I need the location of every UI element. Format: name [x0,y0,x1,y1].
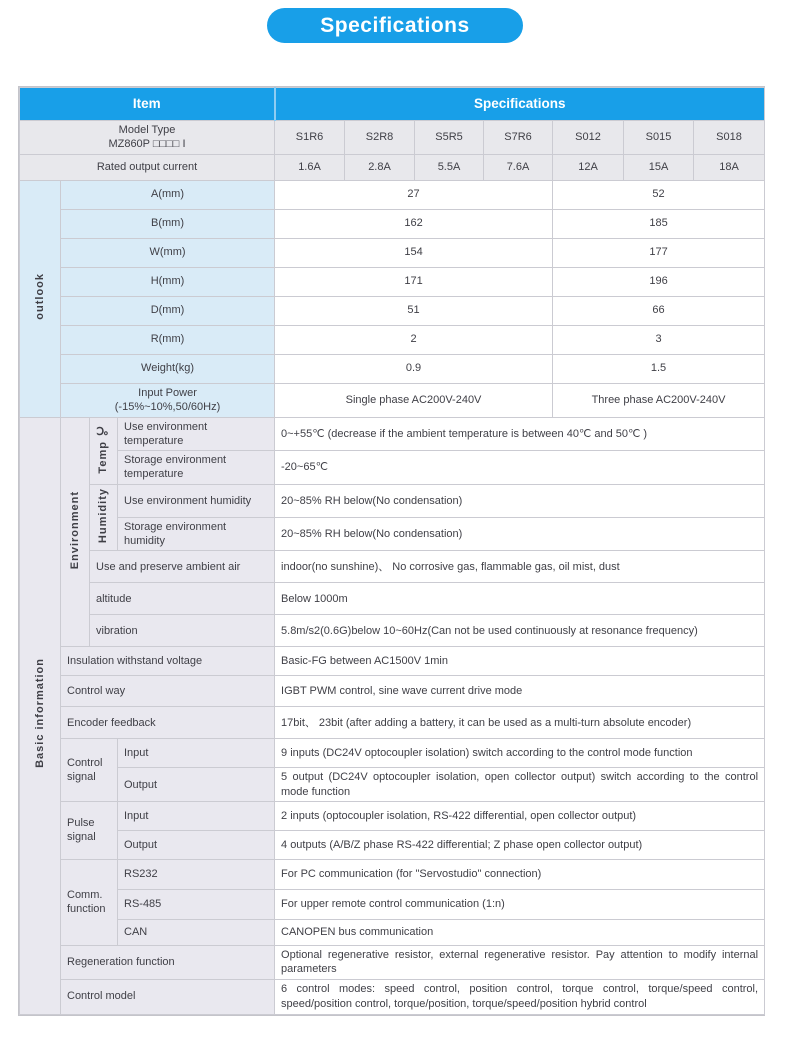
rated-current-4: 12A [553,154,624,180]
pulse-signal-output-row [20,830,765,859]
outlook-row-h [20,267,765,296]
altitude-value: Below 1000m [275,583,765,615]
comm-can-label: CAN [118,919,275,945]
model-s1r6: S1R6 [275,121,345,155]
outlook-row-r [20,325,765,354]
rated-current-1: 2.8A [345,154,415,180]
use-env-temp-label: Use environment temperature [118,417,275,451]
temp-group-label: Temp ℃ [97,423,110,474]
basic-info-group-cell [20,417,61,1014]
comm-rs485-value: For upper remote control communication (1:n) [275,889,765,919]
storage-env-humidity-label: Storage environment humidity [118,517,275,551]
header-item: Item [20,88,275,121]
outlook-label-weight: Weight(kg) [61,354,275,383]
regeneration-label: Regeneration function [61,945,275,979]
input-power-single: Single phase AC200V-240V [275,383,553,417]
outlook-label-b: B(mm) [61,209,275,238]
input-power-label [61,383,275,417]
control-signal-input-value: 9 inputs (DC24V optocoupler isolation) switch according to the control mode function [275,739,765,768]
outlook-label-w: W(mm) [61,238,275,267]
control-signal-group-label: Control signal [61,739,118,802]
comm-can-row [20,919,765,945]
control-model-label: Control model [61,979,275,1014]
altitude-label: altitude [90,583,275,615]
use-env-humidity-value: 20~85% RH below(No condensation) [275,484,765,517]
pulse-signal-output-value: 4 outputs (A/B/Z phase RS-422 differential; Z phase open collector output) [275,830,765,859]
control-signal-input-row [20,739,765,768]
control-way-value: IGBT PWM control, sine wave current drive mode [275,676,765,707]
outlook-weight-single: 0.9 [275,354,553,383]
input-power-line2: (-15%~10%,50/60Hz) [114,401,221,414]
use-env-humidity-row [20,484,765,517]
model-type-line2: MZ860P □□□□ I [108,138,186,151]
rated-current-row [20,154,765,180]
use-env-temp-row [20,417,765,451]
pulse-signal-input-row [20,801,765,830]
model-s012: S012 [553,121,624,155]
ambient-air-row [20,551,765,583]
model-type-line1: Model Type [118,124,176,136]
specifications-table-wrapper [18,86,765,1016]
use-env-humidity-label: Use environment humidity [118,484,275,517]
storage-env-temp-row [20,451,765,485]
outlook-row-weight [20,354,765,383]
outlook-label-d: D(mm) [61,296,275,325]
outlook-h-single: 171 [275,267,553,296]
encoder-feedback-value: 17bit、 23bit (after adding a battery, it can be used as a multi-turn absolute encoder) [275,707,765,739]
rated-current-5: 15A [624,154,694,180]
use-env-temp-value: 0~+55℃ (decrease if the ambient temperature is between 40℃ and 50℃ ) [275,417,765,451]
outlook-r-single: 2 [275,325,553,354]
outlook-row-b [20,209,765,238]
storage-env-temp-value: -20~65℃ [275,451,765,485]
vibration-label: vibration [90,615,275,647]
pulse-signal-input-value: 2 inputs (optocoupler isolation, RS-422 differential, open collector output) [275,801,765,830]
outlook-group-label: outlook [33,273,46,320]
environment-group-cell [61,417,90,647]
insulation-label: Insulation withstand voltage [61,647,275,676]
vibration-value: 5.8m/s2(0.6G)below 10~60Hz(Can not be used continuously at resonance frequency) [275,615,765,647]
input-power-line1: Input Power [138,386,197,399]
rated-current-label: Rated output current [20,154,275,180]
outlook-h-three: 196 [553,267,765,296]
model-s018: S018 [694,121,765,155]
basic-info-group-label: Basic information [33,658,46,769]
comm-rs485-label: RS-485 [118,889,275,919]
specifications-table [19,87,765,1015]
control-signal-output-value: 5 output (DC24V optocoupler isolation, open collector output) switch according to the control mode function [275,768,765,802]
outlook-w-single: 154 [275,238,553,267]
model-s015: S015 [624,121,694,155]
storage-env-humidity-value: 20~85% RH below(No condensation) [275,517,765,551]
insulation-value: Basic-FG between AC1500V 1min [275,647,765,676]
outlook-w-three: 177 [553,238,765,267]
pulse-signal-input-label: Input [118,801,275,830]
pulse-signal-output-label: Output [118,830,275,859]
outlook-d-single: 51 [275,296,553,325]
outlook-label-a: A(mm) [61,180,275,209]
control-way-label: Control way [61,676,275,707]
storage-env-humidity-row [20,517,765,551]
outlook-b-single: 162 [275,209,553,238]
environment-group-label: Environment [68,490,81,569]
pulse-signal-group-label: Pulse signal [61,801,118,859]
outlook-weight-three: 1.5 [553,354,765,383]
comm-function-group-label: Comm. function [61,859,118,945]
outlook-d-three: 66 [553,296,765,325]
rated-current-3: 7.6A [484,154,553,180]
comm-rs232-row [20,859,765,889]
control-model-value: 6 control modes: speed control, position control, torque control, torque/speed control, speed/position control, torque/position, torque/speed/position hybrid control [275,979,765,1014]
outlook-label-r: R(mm) [61,325,275,354]
comm-rs232-value: For PC communication (for "Servostudio" connection) [275,859,765,889]
rated-current-2: 5.5A [415,154,484,180]
comm-rs485-row [20,889,765,919]
model-type-row [20,121,765,155]
control-model-row [20,979,765,1014]
regeneration-row [20,945,765,979]
temp-group-cell [90,417,118,484]
model-s5r5: S5R5 [415,121,484,155]
page-title: Specifications [320,14,470,37]
input-power-row [20,383,765,417]
altitude-row [20,583,765,615]
encoder-feedback-label: Encoder feedback [61,707,275,739]
header-specifications: Specifications [275,88,765,121]
input-power-three: Three phase AC200V-240V [553,383,765,417]
regeneration-value: Optional regenerative resistor, external regenerative resistor. Pay attention to modify internal parameters [275,945,765,979]
rated-current-6: 18A [694,154,765,180]
outlook-a-three: 52 [553,180,765,209]
outlook-a-single: 27 [275,180,553,209]
outlook-r-three: 3 [553,325,765,354]
control-signal-output-label: Output [118,768,275,802]
vibration-row [20,615,765,647]
outlook-row-a [20,180,765,209]
outlook-label-h: H(mm) [61,267,275,296]
comm-rs232-label: RS232 [118,859,275,889]
encoder-feedback-row [20,707,765,739]
model-type-label [20,121,275,155]
model-s2r8: S2R8 [345,121,415,155]
ambient-air-value: indoor(no sunshine)、 No corrosive gas, flammable gas, oil mist, dust [275,551,765,583]
outlook-row-w [20,238,765,267]
rated-current-0: 1.6A [275,154,345,180]
table-header-row [20,88,765,121]
control-signal-input-label: Input [118,739,275,768]
outlook-row-d [20,296,765,325]
page-title-banner [267,8,523,43]
outlook-b-three: 185 [553,209,765,238]
control-way-row [20,676,765,707]
ambient-air-label: Use and preserve ambient air [90,551,275,583]
humidity-group-cell [90,484,118,551]
model-s7r6: S7R6 [484,121,553,155]
control-signal-output-row [20,768,765,802]
outlook-group-cell [20,180,61,417]
storage-env-temp-label: Storage environment temperature [118,451,275,485]
comm-can-value: CANOPEN bus communication [275,919,765,945]
insulation-row [20,647,765,676]
humidity-group-label: Humidity [97,487,110,543]
